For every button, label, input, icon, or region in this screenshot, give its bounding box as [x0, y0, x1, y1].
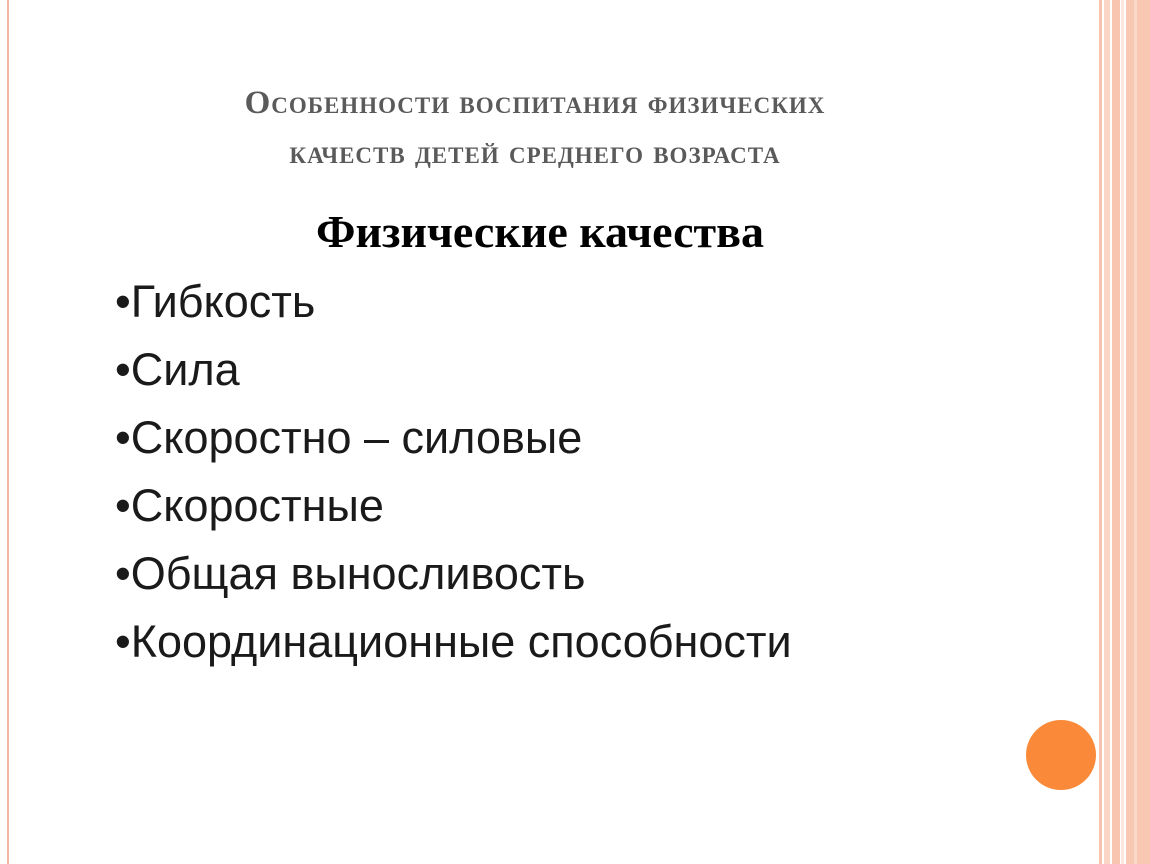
content-heading: Физические качества [315, 206, 764, 257]
slide-title-line-1: Особенности воспитания физических [244, 85, 826, 121]
qualities-list [115, 268, 792, 676]
decor-circle [1026, 720, 1096, 790]
decor-stripe [1126, 0, 1150, 864]
slide-title [60, 78, 1010, 178]
list-item: •Гибкость [115, 276, 316, 327]
list-item: •Координационные способности [115, 616, 792, 667]
left-frame-line [7, 0, 9, 864]
slide-title-line-2: качеств детей среднего возраста [289, 135, 781, 171]
list-item: •Скоростно – силовые [115, 412, 583, 463]
decor-stripe [1099, 0, 1102, 864]
decor-stripe [1104, 0, 1110, 864]
decor-stripe [1134, 0, 1137, 864]
decor-stripe [1121, 0, 1124, 864]
decor-stripe [1112, 0, 1120, 864]
list-item: •Общая выносливость [115, 548, 586, 599]
list-item: •Скоростные [115, 480, 384, 531]
list-item: •Сила [115, 344, 240, 395]
